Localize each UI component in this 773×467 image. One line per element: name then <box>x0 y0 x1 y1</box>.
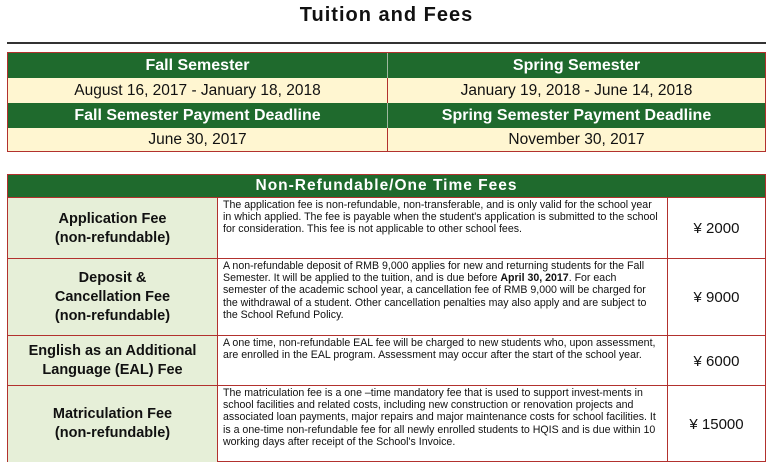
fee-row-matriculation <box>8 385 765 462</box>
fee-description: A one time, non-refundable EAL fee will be charged to new students who, upon assessment, are enrolled in the EAL program. Assessment may occur after the start of the school year. <box>218 336 668 386</box>
semester-table <box>7 52 766 152</box>
fall-deadline-header: Fall Semester Payment Deadline <box>8 103 388 128</box>
fee-amount: ¥ 2000 <box>693 220 740 237</box>
title-divider <box>7 42 766 44</box>
spring-deadline-date: November 30, 2017 <box>388 128 765 151</box>
fall-semester-dates: August 16, 2017 - January 18, 2018 <box>8 78 388 103</box>
fee-name: Deposit & Cancellation Fee (non-refundable) <box>8 259 218 336</box>
fall-semester-header: Fall Semester <box>8 53 388 78</box>
fee-amount: ¥ 9000 <box>693 289 740 306</box>
fee-name: Application Fee (non-refundable) <box>8 198 218 259</box>
fee-name: English as an Additional Language (EAL) Fee <box>8 336 218 386</box>
spring-semester-dates: January 19, 2018 - June 14, 2018 <box>388 78 765 103</box>
fee-due-date: April 30, 2017 <box>500 272 569 285</box>
fee-row-application <box>8 197 765 259</box>
fees-table <box>7 174 766 462</box>
fee-name: Matriculation Fee (non-refundable) <box>8 386 218 462</box>
fees-banner: Non-Refundable/One Time Fees <box>8 175 765 197</box>
fee-amount: ¥ 6000 <box>693 352 740 370</box>
fee-row-eal <box>8 335 765 386</box>
fee-description: The matriculation fee is a one –time mandatory fee that is used to support invest-ments in school facilities and related costs, including new construction or renovation projects and associated loan payments, major repairs and major maintenance costs for school facilities. It is a one-time non-refundable fee for all newly enrolled students to HQIS and is due within 10 working days after receipt of the School's Invoice. <box>218 386 668 462</box>
spring-semester-header: Spring Semester <box>388 53 765 78</box>
fee-row-deposit <box>8 258 765 336</box>
fall-deadline-date: June 30, 2017 <box>8 128 388 151</box>
fee-amount: ¥ 15000 <box>689 415 744 433</box>
fee-description: The application fee is non-refundable, non-transferable, and is only valid for the school year in which applied. The fee is payable when the student's application is submitted to the school for consideration. This fee is not applicable to other school fees. <box>218 198 668 259</box>
fee-description <box>218 259 668 336</box>
page-title: Tuition and Fees <box>299 4 474 26</box>
fee-description-text: . For each semester of the academic school year, a cancellation fee of RMB 9,000 will be charged for the withdrawal of a student. Other cancellation penalties may also apply and are subject to the School Refund Policy. <box>223 272 647 321</box>
spring-deadline-header: Spring Semester Payment Deadline <box>388 103 765 128</box>
fee-description-text: A non-refundable deposit of RMB 9,000 applies for new and returning students for the Fall Semester. It will be applied to the tuition, and is due before <box>223 260 645 285</box>
